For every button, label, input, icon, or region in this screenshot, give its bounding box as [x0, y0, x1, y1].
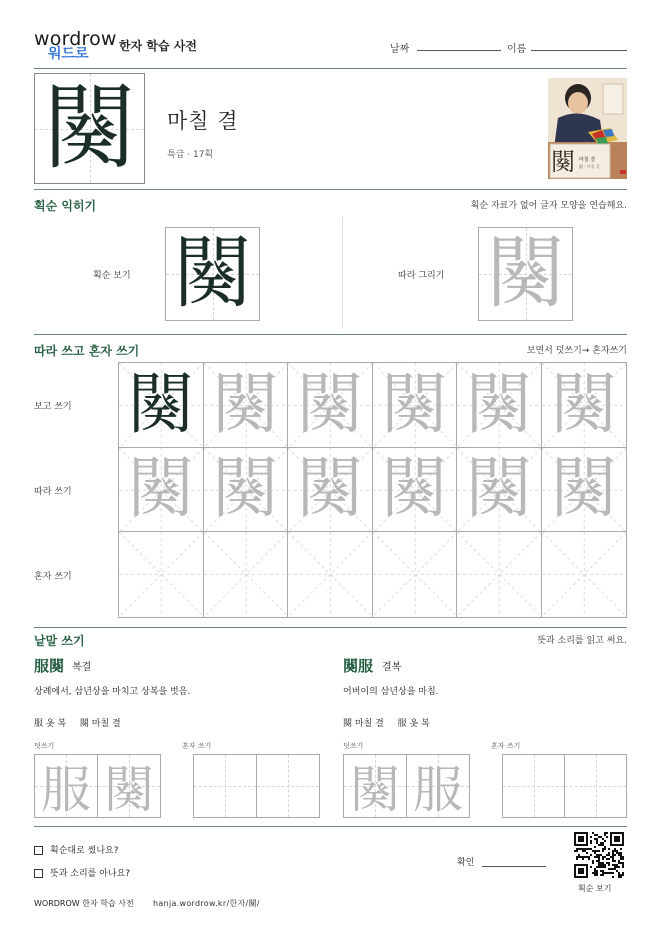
- stroke-view-character: 闋: [173, 229, 252, 319]
- practice-cell[interactable]: [542, 448, 627, 533]
- word2-trace-cell-1[interactable]: [343, 754, 407, 818]
- practice-cell[interactable]: [204, 532, 289, 617]
- practice-cell[interactable]: [542, 363, 627, 448]
- hero-character: 闋: [43, 74, 136, 182]
- practice-cell[interactable]: [288, 532, 373, 617]
- trace-box[interactable]: [478, 227, 573, 321]
- stroke-view-box: [165, 227, 260, 321]
- stroke-divider: [34, 334, 627, 335]
- word2-gloss1-text: 마칠 결: [354, 719, 384, 729]
- word1-trace-cell-2[interactable]: [97, 754, 161, 818]
- word2-gloss: [343, 716, 430, 729]
- word2-solo-cell-1[interactable]: [502, 754, 565, 818]
- word1-gloss2-text: 마칠 결: [91, 719, 121, 729]
- photo-card-title: 마칠 결: [579, 157, 596, 163]
- checklist-item-1[interactable]: [34, 843, 119, 856]
- hero-divider: [34, 189, 627, 190]
- words-title: 낱말 쓰기: [34, 634, 85, 648]
- word1-trace-char-2: 闋: [104, 761, 154, 818]
- word2-trace-char-1: 闋: [350, 761, 400, 818]
- word2-gloss1-char: 闋: [343, 719, 353, 729]
- word2-solo-label: 혼자 쓰기: [491, 742, 521, 750]
- practice-character: 闋: [381, 365, 448, 443]
- word2-trace-label: 덧쓰기: [343, 742, 364, 750]
- practice-cell[interactable]: [288, 448, 373, 533]
- row-label-solo: 혼자 쓰기: [34, 572, 72, 582]
- practice-cell[interactable]: [457, 448, 542, 533]
- checklist-item-2[interactable]: [34, 866, 130, 879]
- words-note: 뜻과 소리를 읽고 써요.: [537, 636, 627, 646]
- footer-url[interactable]: hanja.wordrow.kr/한자/闋/: [153, 899, 260, 908]
- word1-solo-label: 혼자 쓰기: [182, 742, 212, 750]
- word2-trace-cell-2[interactable]: [406, 754, 470, 818]
- row-label-view: 보고 쓰기: [34, 402, 72, 412]
- practice-character: 闋: [465, 365, 532, 443]
- practice-hint: 보면서 덧쓰기→ 혼자쓰기: [526, 346, 627, 356]
- practice-cell[interactable]: [204, 448, 289, 533]
- practice-cell[interactable]: [119, 448, 204, 533]
- word2-gloss2-text: 옷 복: [409, 719, 430, 729]
- confirm-field[interactable]: [482, 866, 546, 867]
- photo-card-sub: 闋 · 마칠 결: [579, 164, 600, 169]
- checklist-item-1-label: 획순대로 썼나요?: [50, 846, 119, 856]
- practice-grid: [118, 362, 627, 618]
- practice-character: 闋: [550, 365, 617, 443]
- trace-character: 闋: [486, 229, 565, 319]
- word1-hanja: 服闋: [34, 657, 65, 675]
- logo-wordmark: wordrow: [34, 28, 117, 50]
- date-field[interactable]: [417, 50, 501, 51]
- practice-cell[interactable]: [204, 363, 289, 448]
- word1-trace-char-1: 服: [41, 761, 91, 818]
- confirm-label: 확인: [457, 858, 475, 868]
- photo-card-char: 闋: [551, 148, 575, 176]
- date-label: 날짜: [390, 44, 410, 55]
- practice-cell[interactable]: [288, 363, 373, 448]
- practice-cell[interactable]: [457, 363, 542, 448]
- word2-hanja: 闋服: [343, 657, 374, 675]
- word1-solo-cell-2[interactable]: [256, 754, 320, 818]
- practice-divider: [34, 627, 627, 628]
- practice-cell[interactable]: [373, 532, 458, 617]
- checklist-item-2-label: 뜻과 소리를 아나요?: [50, 869, 131, 879]
- word1-gloss1-text: 옷 복: [45, 719, 67, 729]
- word1-trace-label: 덧쓰기: [34, 742, 55, 750]
- stroke-section-vdivider: [342, 217, 343, 329]
- practice-cell[interactable]: [457, 532, 542, 617]
- practice-title: 따라 쓰고 혼자 쓰기: [34, 344, 140, 358]
- row-label-trace: 따라 쓰기: [34, 487, 72, 497]
- cell-guide-lines: [288, 532, 373, 617]
- cell-guide-lines: [457, 532, 542, 617]
- practice-character: 闋: [212, 365, 279, 443]
- word2-solo-cell-2[interactable]: [564, 754, 627, 818]
- word1-gloss1-char: 服: [34, 719, 44, 729]
- hero-meta: 특급 · 17획: [167, 150, 214, 160]
- cell-guide-lines: [542, 532, 627, 617]
- hero-character-box: [34, 73, 145, 184]
- practice-character: 闋: [127, 450, 194, 528]
- practice-cell[interactable]: [119, 532, 204, 617]
- stroke-section-note: 획순 자료가 없어 글자 모양을 연습해요.: [470, 201, 627, 211]
- word1-solo-cell-1[interactable]: [193, 754, 257, 818]
- qr-code[interactable]: [574, 832, 624, 878]
- footer-brand: WORDROW 한자 학습 사전: [34, 899, 134, 908]
- practice-character: 闋: [127, 365, 194, 443]
- word2-reading: 결복: [382, 662, 402, 673]
- stroke-view-label: 획순 보기: [93, 271, 131, 281]
- name-field[interactable]: [531, 50, 627, 51]
- cell-guide-lines: [373, 532, 458, 617]
- logo-korean: 워드로: [48, 46, 89, 62]
- practice-character: 闋: [296, 450, 363, 528]
- qr-caption: 획순 보기: [578, 884, 612, 893]
- word2-trace-char-2: 服: [413, 761, 463, 818]
- hero-meaning: 마칠 결: [167, 109, 239, 133]
- practice-cell[interactable]: [373, 448, 458, 533]
- word1-trace-cell-1[interactable]: [34, 754, 98, 818]
- checkbox-meaning-sound[interactable]: [34, 869, 43, 878]
- word2-definition: 어버이의 삼년상을 마침.: [343, 687, 439, 697]
- practice-character: 闋: [550, 450, 617, 528]
- practice-character: 闋: [381, 450, 448, 528]
- name-label: 이름: [507, 44, 527, 55]
- cell-guide-lines: [204, 532, 289, 617]
- word1-definition: 상례에서, 삼년상을 마치고 상복을 벗음.: [34, 687, 191, 697]
- qr-code-icon: [574, 832, 624, 878]
- word1-reading: 복결: [72, 662, 92, 673]
- words-divider: [34, 826, 627, 827]
- practice-cell[interactable]: [373, 363, 458, 448]
- practice-cell[interactable]: [542, 532, 627, 617]
- practice-character: 闋: [212, 450, 279, 528]
- practice-character: 闋: [296, 365, 363, 443]
- logo: [34, 28, 117, 66]
- practice-character: 闋: [465, 450, 532, 528]
- trace-label: 따라 그리기: [398, 271, 445, 281]
- word1-gloss: [34, 716, 121, 729]
- practice-cell[interactable]: [119, 363, 204, 448]
- word1-gloss2-char: 闋: [79, 719, 89, 729]
- illustration-photo: [548, 78, 627, 179]
- word2-gloss2-char: 服: [397, 719, 407, 729]
- header-divider: [34, 68, 627, 69]
- cell-guide-lines: [119, 532, 204, 617]
- checkbox-stroke-order[interactable]: [34, 846, 43, 855]
- header-title: 한자 학습 사전: [119, 39, 197, 53]
- stroke-section-title: 획순 익히기: [34, 199, 97, 213]
